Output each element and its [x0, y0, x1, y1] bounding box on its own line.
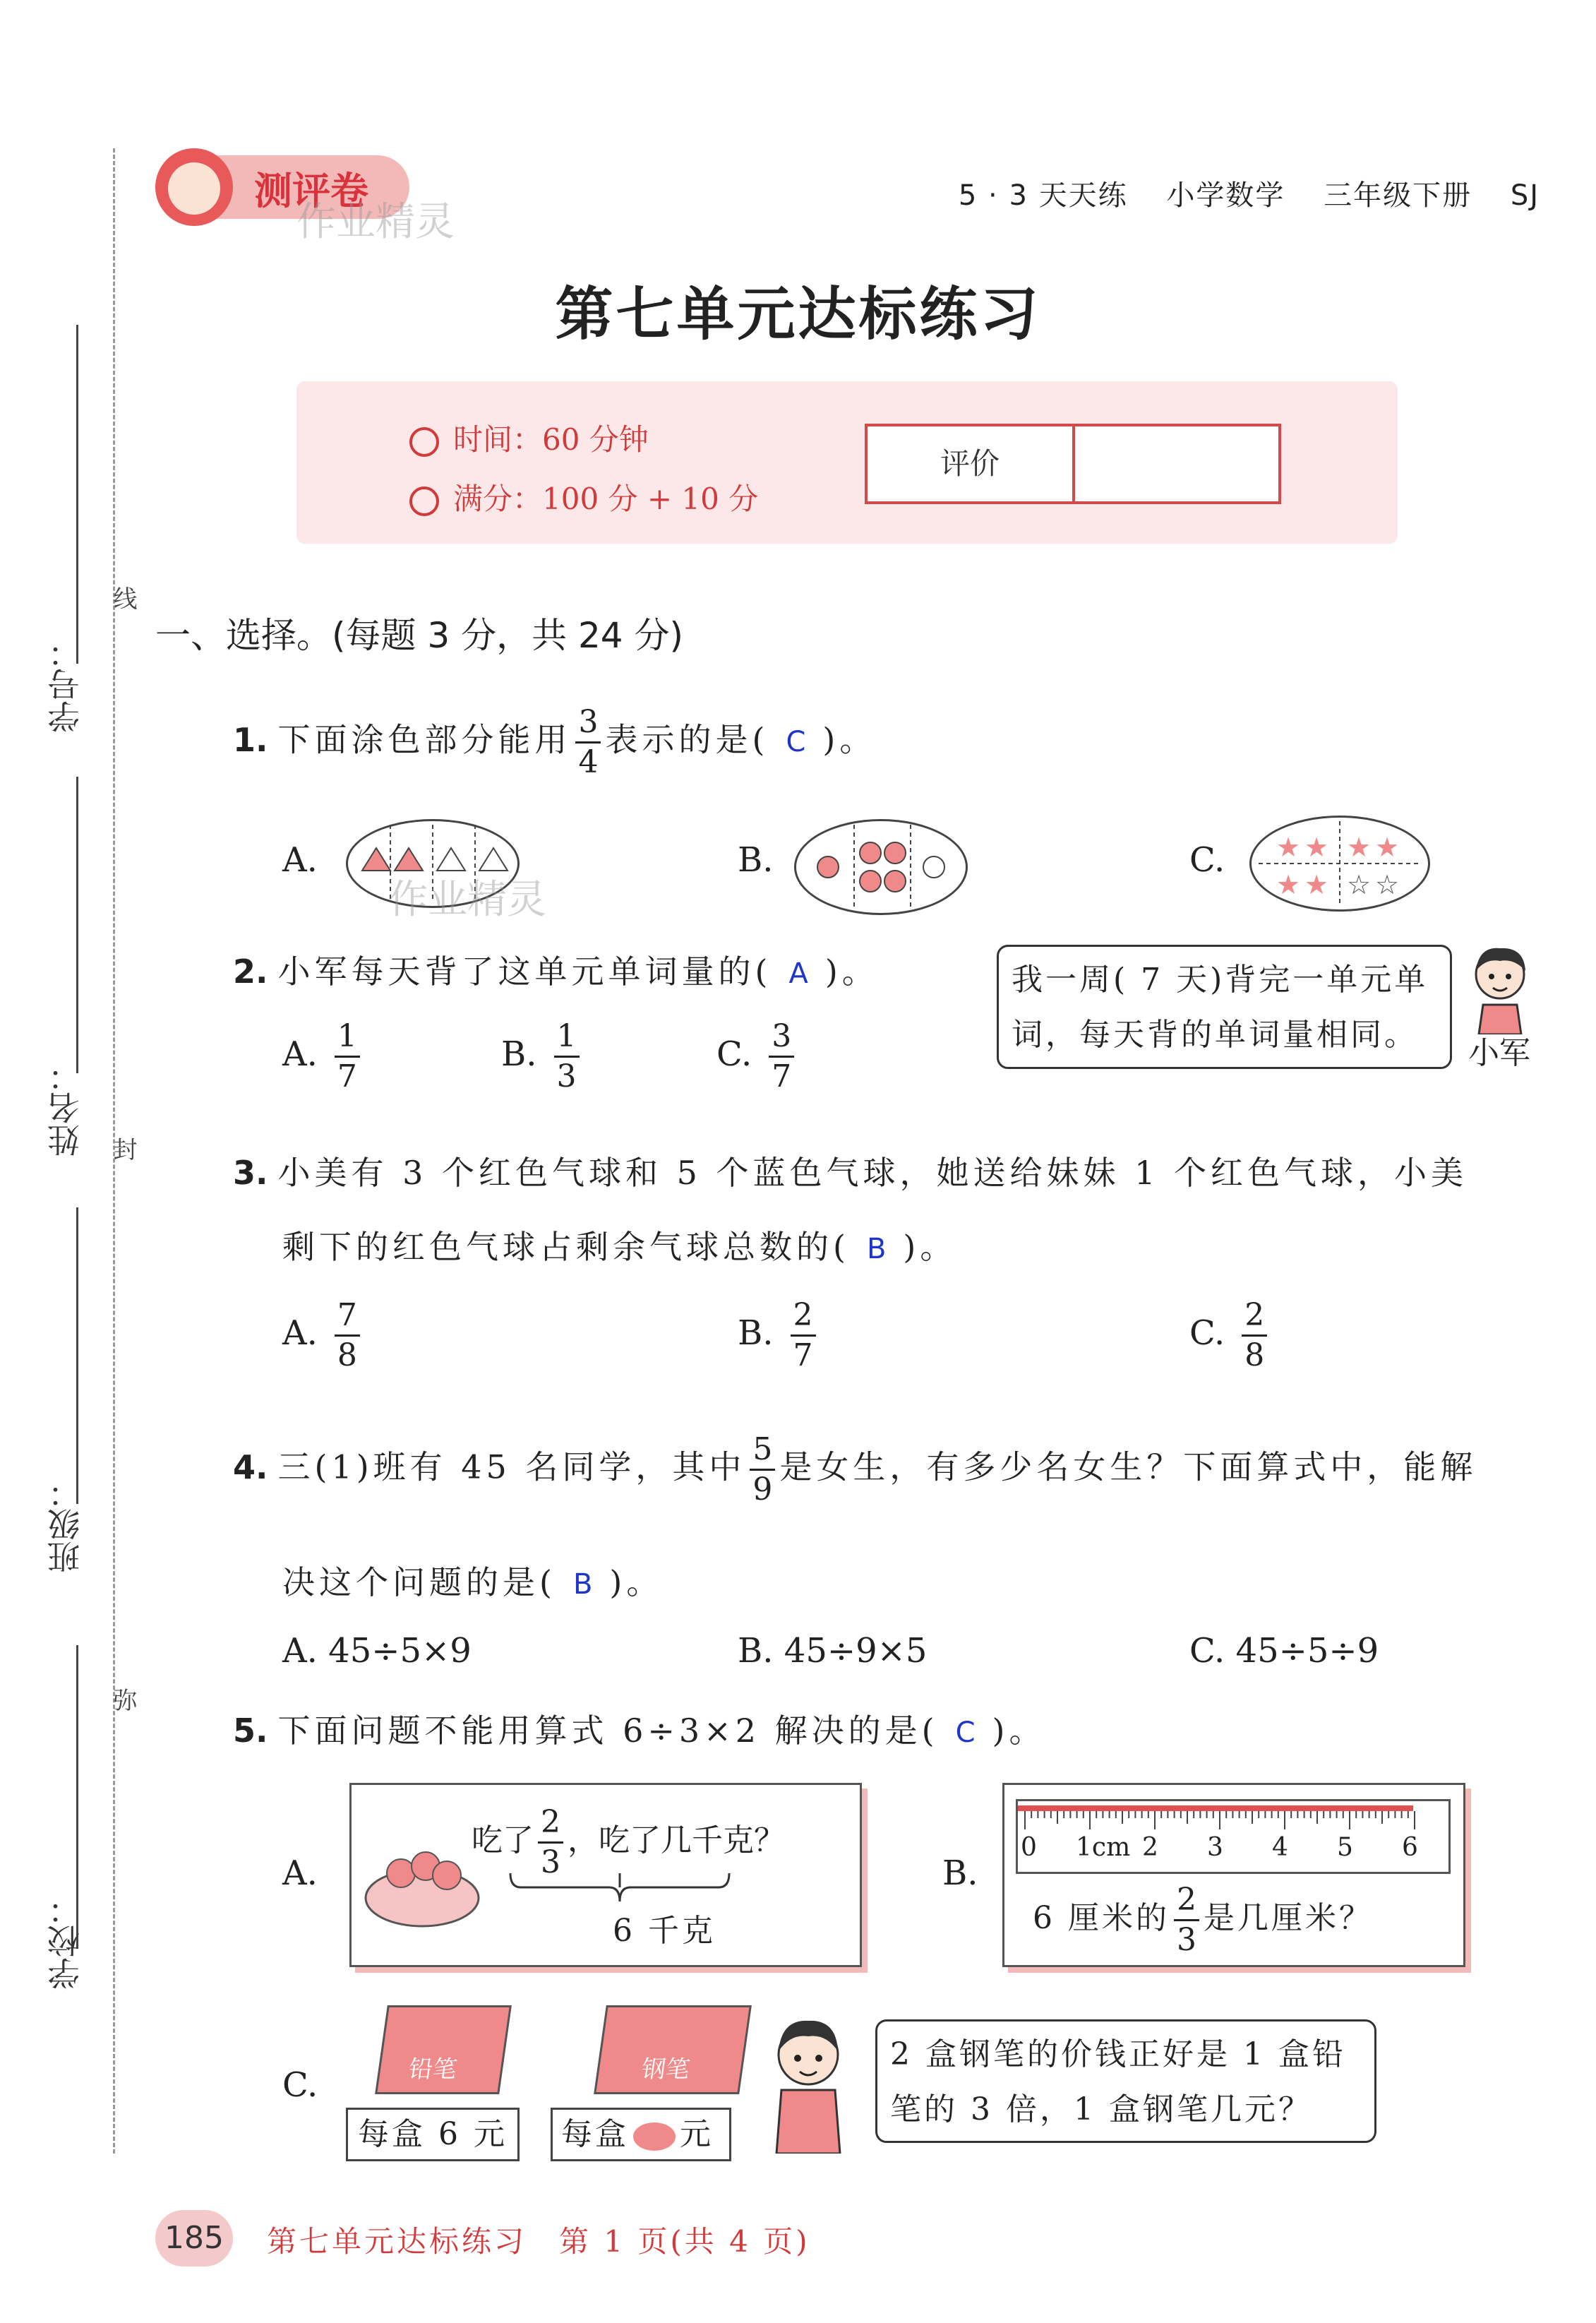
answer: B [572, 1568, 593, 1601]
q5-option-c-label: C. [282, 2065, 318, 2105]
fraction: $\frac{3}{4}$ [575, 706, 601, 779]
time-limit: 时间：60 分钟 [453, 422, 649, 457]
svg-text:☆: ☆ [1347, 869, 1372, 900]
pencil-price-tag: 每盒 6 元 [346, 2108, 520, 2161]
series-edition: SJ [1510, 179, 1540, 212]
question-3: 3. 小美有 3 个红色气球和 5 个蓝色气球，她送给妹妹 1 个红色气球，小美 [233, 1154, 1468, 1192]
answer: C [955, 1716, 976, 1749]
q5-b-question: 6 厘米的 $\frac{2}{3}$ 是几厘米？ [1033, 1882, 1373, 1959]
q5-option-a-card [349, 1783, 862, 1967]
cut-mark-line: 线 [109, 586, 137, 610]
svg-text:★: ★ [1304, 869, 1329, 900]
q5-a-total: 6 千克 [613, 1913, 716, 1949]
q1-option-c-figure [1249, 816, 1430, 912]
class-line [76, 1207, 78, 1504]
character-name: 小军 [1468, 1035, 1530, 1071]
check-icon [409, 486, 439, 516]
watermark: 作业精灵 [388, 877, 546, 923]
q3-option-c: C. $\frac{2}{8}$ [1189, 1299, 1271, 1372]
q5-option-a-label: A. [282, 1853, 318, 1893]
svg-text:★: ★ [1347, 832, 1372, 863]
student-no-line [76, 325, 78, 664]
evaluation-label: 评价 [868, 426, 1075, 501]
speech-bubble-c: 2 盒钢笔的价钱正好是 1 盒铅 笔的 3 倍，1 盒钢笔几元？ [875, 2019, 1376, 2143]
page-title: 第七单元达标练习 [555, 280, 1041, 348]
circles-figure [796, 821, 966, 913]
boy-thinking-icon [766, 2012, 851, 2156]
q2-option-c: C. $\frac{3}{7}$ [716, 1020, 798, 1093]
cut-mark-bind: 弥 [109, 1688, 137, 1712]
series-subject: 小学数学 [1166, 179, 1285, 212]
evaluation-box [865, 424, 1281, 504]
footer-text: 第七单元达标练习 第 1 页(共 4 页) [267, 2224, 810, 2259]
answer: C [786, 725, 806, 758]
name-line [76, 777, 78, 1073]
q5-option-b-card [1002, 1783, 1465, 1967]
series-info [930, 173, 1540, 213]
svg-text:☆: ☆ [1375, 869, 1400, 900]
full-score: 满分：100 分 + 10 分 [453, 482, 759, 516]
answer: B [866, 1233, 887, 1265]
stars-figure [1252, 818, 1428, 909]
brace-diagram [507, 1870, 733, 1905]
apple-basket-icon [359, 1834, 486, 1933]
pen-price-tag: 每盒 元 [551, 2108, 731, 2161]
q1-option-b-figure [794, 819, 968, 915]
speech-bubble: 我一周( 7 天)背完一单元单 词，每天背的单词量相同。 [997, 945, 1452, 1069]
q4-option-c: C. 45÷5÷9 [1189, 1631, 1379, 1671]
answer: A [788, 957, 808, 990]
badge-label: 测评卷 [254, 169, 368, 213]
mascot-face-icon [155, 148, 233, 226]
q2-option-a: A. $\frac{1}{7}$ [282, 1020, 364, 1093]
school-label: 学校： [47, 1892, 85, 1990]
svg-text:★: ★ [1276, 869, 1301, 900]
ruler-ticks [1018, 1811, 1448, 1832]
svg-text:★: ★ [1304, 832, 1329, 863]
pencil-box-icon: 铅笔 [375, 2005, 512, 2094]
ruler: 0 1cm 2 3 4 5 6 [1016, 1799, 1451, 1874]
question-3-line2: 剩下的红色气球占剩余气球总数的( B )。 [282, 1228, 957, 1266]
exam-info-box [296, 381, 1398, 544]
class-label: 班级： [47, 1476, 85, 1573]
section-heading: 一、选择。(每题 3 分，共 24 分) [155, 615, 684, 656]
q4-option-b: B. 45÷9×5 [738, 1631, 928, 1671]
q4-option-a: A. 45÷5×9 [282, 1631, 472, 1671]
cut-mark-seal: 封 [109, 1137, 137, 1161]
q3-option-b: B. $\frac{2}{7}$ [738, 1299, 820, 1372]
watermark: 作业精灵 [296, 199, 455, 245]
question-5: 5. 下面问题不能用算式 6÷3×2 解决的是( C )。 [233, 1712, 1046, 1750]
boy-character-icon [1465, 943, 1535, 1037]
question-1: 1. 下面涂色部分能用 $\frac{3}{4}$ 表示的是( C )。 [233, 704, 877, 781]
pen-box-icon: 钢笔 [594, 2005, 752, 2094]
ruler-red-segment [1018, 1805, 1413, 1811]
series-brand: 5 · 3 天天练 [958, 179, 1128, 212]
q1-option-b-label: B. [738, 840, 774, 880]
q5-a-question: 吃了 $\frac{2}{3}$ ，吃了几千克？ [472, 1804, 785, 1881]
q2-option-b: B. $\frac{1}{3}$ [501, 1020, 584, 1093]
question-4-line2: 决这个问题的是( B )。 [282, 1563, 664, 1601]
q1-option-c-label: C. [1189, 840, 1225, 880]
question-4: 4. 三(1)班有 45 名同学，其中 $\frac{5}{9}$ 是女生，有多少名女生？下面算式中，能解 [233, 1431, 1477, 1508]
q3-option-a: A. $\frac{7}{8}$ [282, 1299, 364, 1372]
hidden-price-blot [633, 2122, 676, 2151]
fraction: $\frac{5}{9}$ [750, 1433, 775, 1506]
q5-option-b-label: B. [942, 1853, 978, 1893]
clock-icon [409, 427, 439, 457]
question-2: 2. 小军每天背了这单元单词量的( A )。 [233, 953, 879, 991]
student-no-label: 学号： [47, 635, 85, 733]
svg-text:★: ★ [1276, 832, 1301, 863]
series-grade: 三年级下册 [1324, 179, 1472, 212]
svg-text:★: ★ [1375, 832, 1400, 863]
page-number: 185 [155, 2210, 233, 2267]
q1-option-a-label: A. [282, 840, 318, 880]
name-label: 姓名： [47, 1059, 85, 1157]
